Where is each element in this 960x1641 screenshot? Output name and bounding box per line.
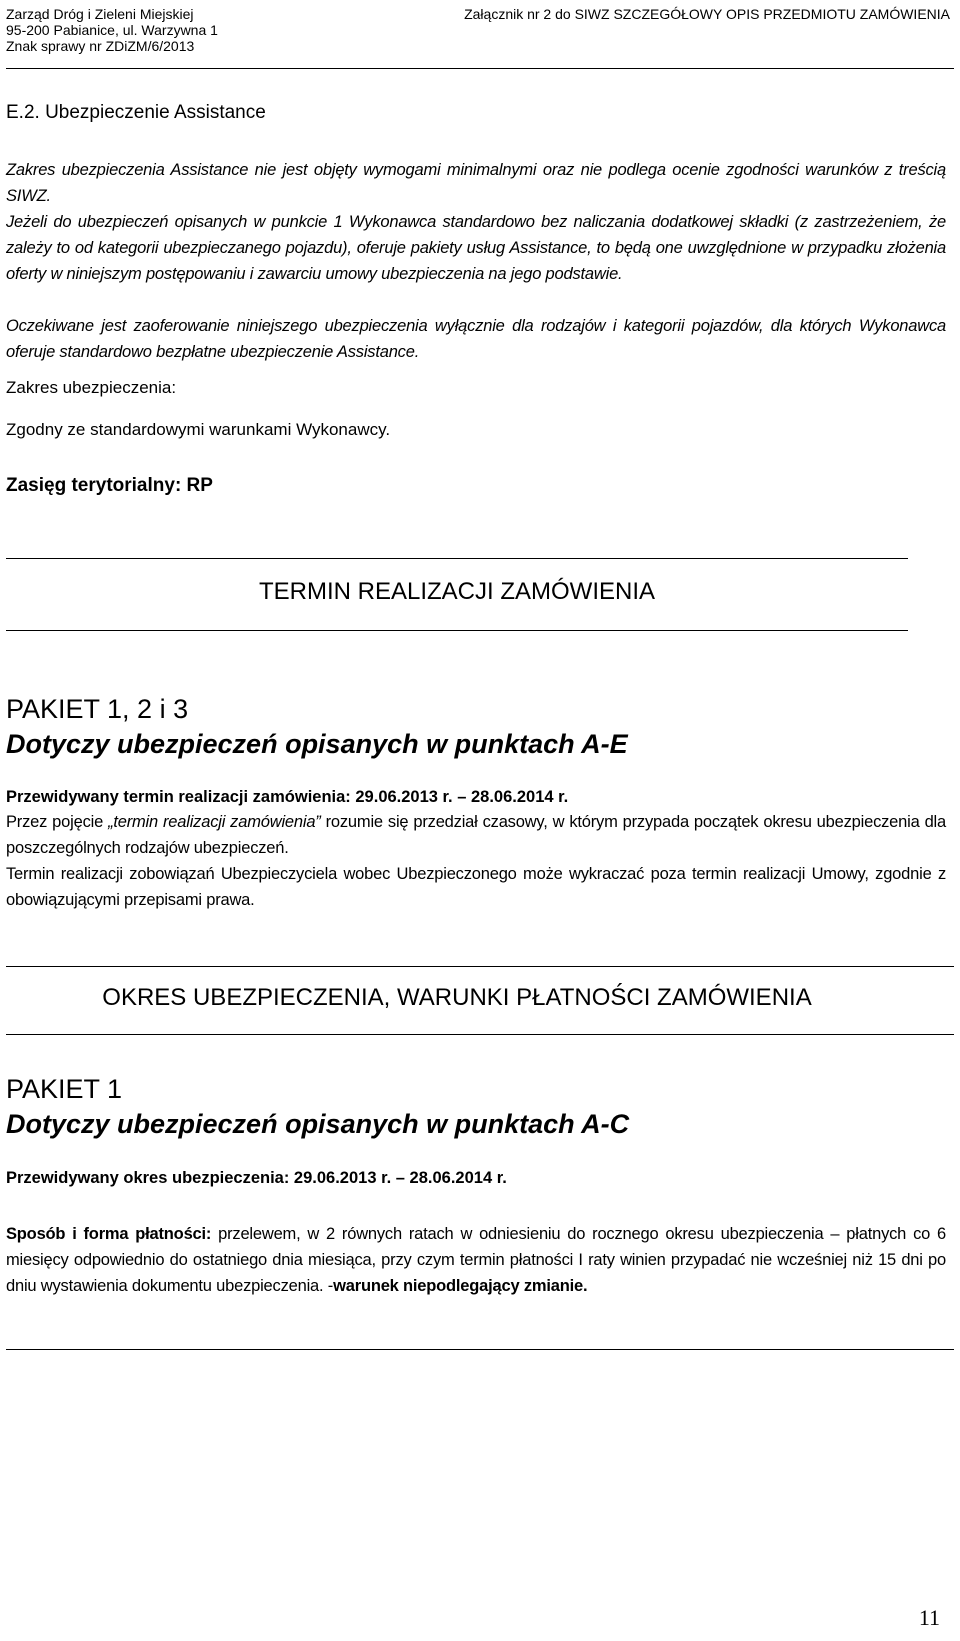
okres-rule-top: [6, 966, 954, 967]
termin-dotyczy: Dotyczy ubezpieczeń opisanych w punktach A-E: [6, 729, 628, 759]
payment-rule: [6, 1349, 954, 1350]
assistance-paragraph-1: Zakres ubezpieczenia Assistance nie jest objęty wymogami minimalnymi oraz nie podlega ocenie zgodności warunków z treścią SIWZ.: [6, 161, 946, 205]
termin-p1-term: „termin realizacji zamówienia”: [108, 813, 321, 831]
termin-date-line: Przewidywany termin realizacji zamówienia: 29.06.2013 r. – 28.06.2014 r.: [6, 788, 569, 806]
header-divider: [6, 68, 954, 69]
termin-p1-post: rozumie się przedział czasowy, w którym przypada początek okresu ubezpieczenia dla poszczególnych rodzajów ubezpieczeń.: [6, 813, 946, 857]
payment-paragraph: [6, 1221, 946, 1299]
header-org: Zarząd Dróg i Zieleni Miejskiej: [6, 6, 194, 22]
header-right: Załącznik nr 2 do SIWZ SZCZEGÓŁOWY OPIS PRZEDMIOTU ZAMÓWIENIA: [464, 6, 950, 22]
assistance-paragraph-3: Oczekiwane jest zaoferowanie niniejszego ubezpieczenia wyłącznie dla rodzajów i kategorii pojazdów, dla których Wykonawca oferuje standardowo bezpłatne ubezpieczenie Assistance.: [6, 317, 946, 361]
okres-heading: OKRES UBEZPIECZENIA, WARUNKI PŁATNOŚCI ZAMÓWIENIA: [102, 984, 812, 1011]
assistance-paragraph-2: Jeżeli do ubezpieczeń opisanych w punkcie 1 Wykonawca standardowo bez naliczania dodatkowej składki (z zastrzeżeniem, że zależy to od kategorii ubezpieczanego pojazdu), oferuje pakiety usług Assistance, to będą one uwzględnione w przypadku złożenia oferty w niniejszym postępowaniu i zawarciu umowy ubezpieczenia na jego podstawie.: [6, 213, 946, 283]
termin-pakiet: PAKIET 1, 2 i 3: [6, 694, 189, 724]
scope-label: Zakres ubezpieczenia:: [6, 378, 177, 397]
okres-rule-bottom: [6, 1034, 954, 1035]
okres-dotyczy: Dotyczy ubezpieczeń opisanych w punktach A-C: [6, 1109, 630, 1139]
termin-p1-pre: Przez pojęcie: [6, 813, 109, 831]
section-title: E.2. Ubezpieczenie Assistance: [6, 102, 266, 123]
termin-heading: TERMIN REALIZACJI ZAMÓWIENIA: [258, 578, 656, 605]
territory: Zasięg terytorialny: RP: [6, 475, 213, 496]
okres-date-line: Przewidywany okres ubezpieczenia: 29.06.2013 r. – 28.06.2014 r.: [6, 1169, 507, 1187]
header-case-number: Znak sprawy nr ZDiZM/6/2013: [6, 38, 195, 54]
termin-rule-top: [6, 558, 908, 559]
okres-pakiet: PAKIET 1: [6, 1074, 123, 1104]
payment-text: przelewem, w 2 równych ratach w odniesieniu do rocznego okresu ubezpieczenia – płatnych co 6 miesięcy odpowiednio do ostatniego dnia miesiąca, przy czym termin płatności I raty winien przypadać nie wcześniej niż 15 dni po dniu wystawienia dokumentu ubezpieczenia. -: [6, 1225, 946, 1295]
scope-value: Zgodny ze standardowymi warunkami Wykonawcy.: [6, 420, 391, 439]
termin-paragraph-2: Termin realizacji zobowiązań Ubezpieczyciela wobec Ubezpieczonego może wykraczać poza termin realizacji Umowy, zgodnie z obowiązującymi przepisami prawa.: [6, 865, 946, 909]
header-address: 95-200 Pabianice, ul. Warzywna 1: [6, 22, 218, 38]
page-number: 11: [918, 1605, 940, 1630]
payment-label: Sposób i forma płatności:: [6, 1225, 212, 1243]
header-left: [6, 6, 218, 54]
payment-bold: warunek niepodlegający zmianie.: [333, 1277, 588, 1295]
termin-paragraph-1: [6, 809, 946, 861]
termin-rule-bottom: [6, 630, 908, 631]
